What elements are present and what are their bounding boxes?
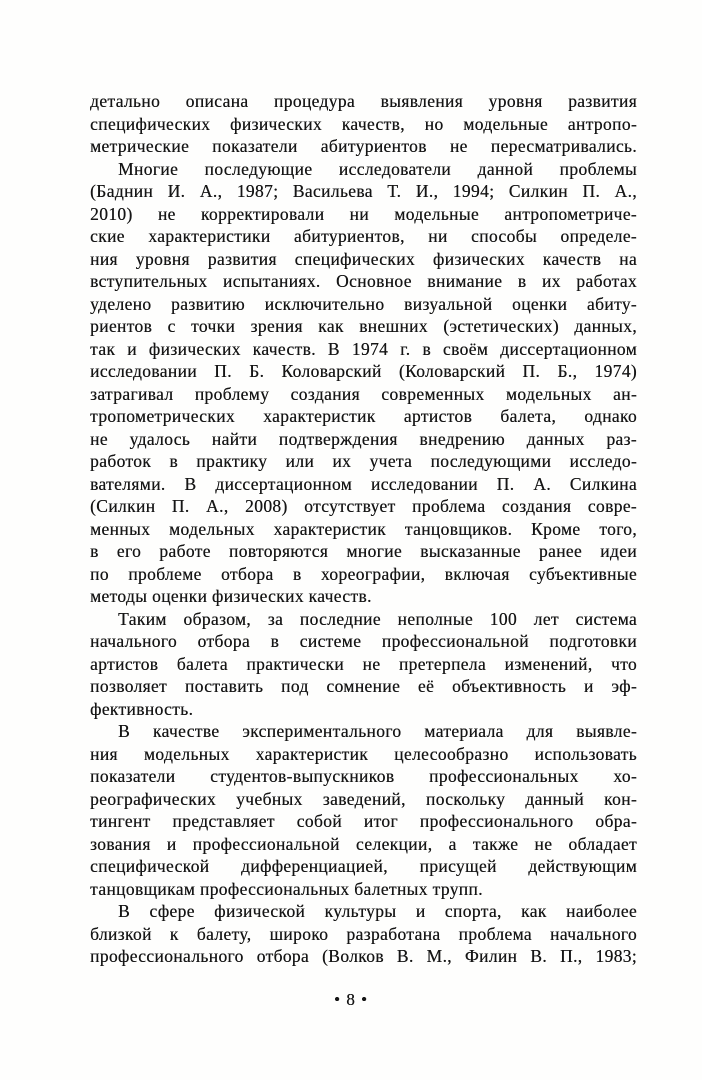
text-line: метрические показатели абитуриентов не пересматривались. <box>90 136 637 156</box>
text-line: специфических физических качеств, но модельные антропо- <box>90 113 637 134</box>
text-line: тингент представляет собой итог профессионального обра- <box>90 811 637 831</box>
text-line: менных модельных характеристик танцовщиков. Кроме того, <box>90 518 637 539</box>
text-line: вступительных испытаниях. Основное внимание в их работах <box>90 271 637 291</box>
text-line: близкой к балету, широко разработана проблема начального <box>90 923 637 944</box>
page-footer <box>0 990 702 1010</box>
page-text <box>90 90 637 968</box>
text-line: ния модельных характеристик целесообразно использовать <box>90 743 637 764</box>
text-line: в его работе повторяются многие высказанные ранее идеи <box>90 541 637 561</box>
text-line: реографических учебных заведений, поскольку данный кон- <box>90 788 637 809</box>
text-line: не удалось найти подтверждения внедрению данных раз- <box>90 428 637 449</box>
text-line: артистов балета практически не претерпела изменений, что <box>90 653 637 674</box>
text-line: по проблеме отбора в хореографии, включая субъективные <box>90 563 637 584</box>
text-line: В сфере физической культуры и спорта, как наиболее <box>118 901 637 921</box>
text-line: 2010) не корректировали ни модельные антропометриче- <box>90 203 637 224</box>
text-line: работок в практику или их учета последующими исследо- <box>90 451 637 471</box>
text-line: начального отбора в системе профессиональной подготовки <box>90 631 637 651</box>
paragraph <box>90 90 637 158</box>
text-line: тропометрических характеристик артистов балета, однако <box>90 406 637 426</box>
paragraph <box>90 158 637 608</box>
paragraph <box>90 900 637 968</box>
text-line: детально описана процедура выявления уровня развития <box>90 91 637 111</box>
text-line: профессионального отбора (Волков В. М., Филин В. П., 1983; <box>90 946 637 966</box>
paragraph <box>90 720 637 900</box>
text-line: Многие последующие исследователи данной проблемы <box>118 158 637 179</box>
text-line: (Баднин И. А., 1987; Васильева Т. И., 1994; Силкин П. А., <box>90 181 637 201</box>
text-line: уделено развитию исключительно визуальной оценки абиту- <box>90 293 637 314</box>
text-line: методы оценки физических качеств. <box>90 586 372 606</box>
text-line: так и физических качеств. В 1974 г. в своём диссертационном <box>90 338 637 359</box>
text-line: ния уровня развития специфических физических качеств на <box>90 248 637 269</box>
text-line: ские характеристики абитуриентов, ни способы определе- <box>90 226 637 246</box>
text-line: Таким образом, за последние неполные 100 лет система <box>118 608 637 629</box>
text-line: вателями. В диссертационном исследовании П. А. Силкина <box>90 473 637 494</box>
text-line: затрагивал проблему создания современных модельных ан- <box>90 383 637 404</box>
text-line: фективность. <box>90 698 194 719</box>
text-line: позволяет поставить под сомнение её объективность и эф- <box>90 676 637 696</box>
text-line: риентов с точки зрения как внешних (эстетических) данных, <box>90 316 637 336</box>
text-line: исследовании П. Б. Коловарский (Коловарский П. Б., 1974) <box>90 361 637 381</box>
text-line: В качестве экспериментального материала для выявле- <box>118 721 637 741</box>
page-number: • 8 • <box>334 990 368 1009</box>
text-line: зования и профессиональной селекции, а также не обладает <box>90 833 637 854</box>
text-line: (Силкин П. А., 2008) отсутствует проблема создания совре- <box>90 496 637 516</box>
paragraph <box>90 608 637 721</box>
text-line: специфической дифференциацией, присущей действующим <box>90 856 637 876</box>
text-line: показатели студентов-выпускников профессиональных хо- <box>90 766 637 786</box>
text-line: танцовщикам профессиональных балетных трупп. <box>90 878 483 899</box>
